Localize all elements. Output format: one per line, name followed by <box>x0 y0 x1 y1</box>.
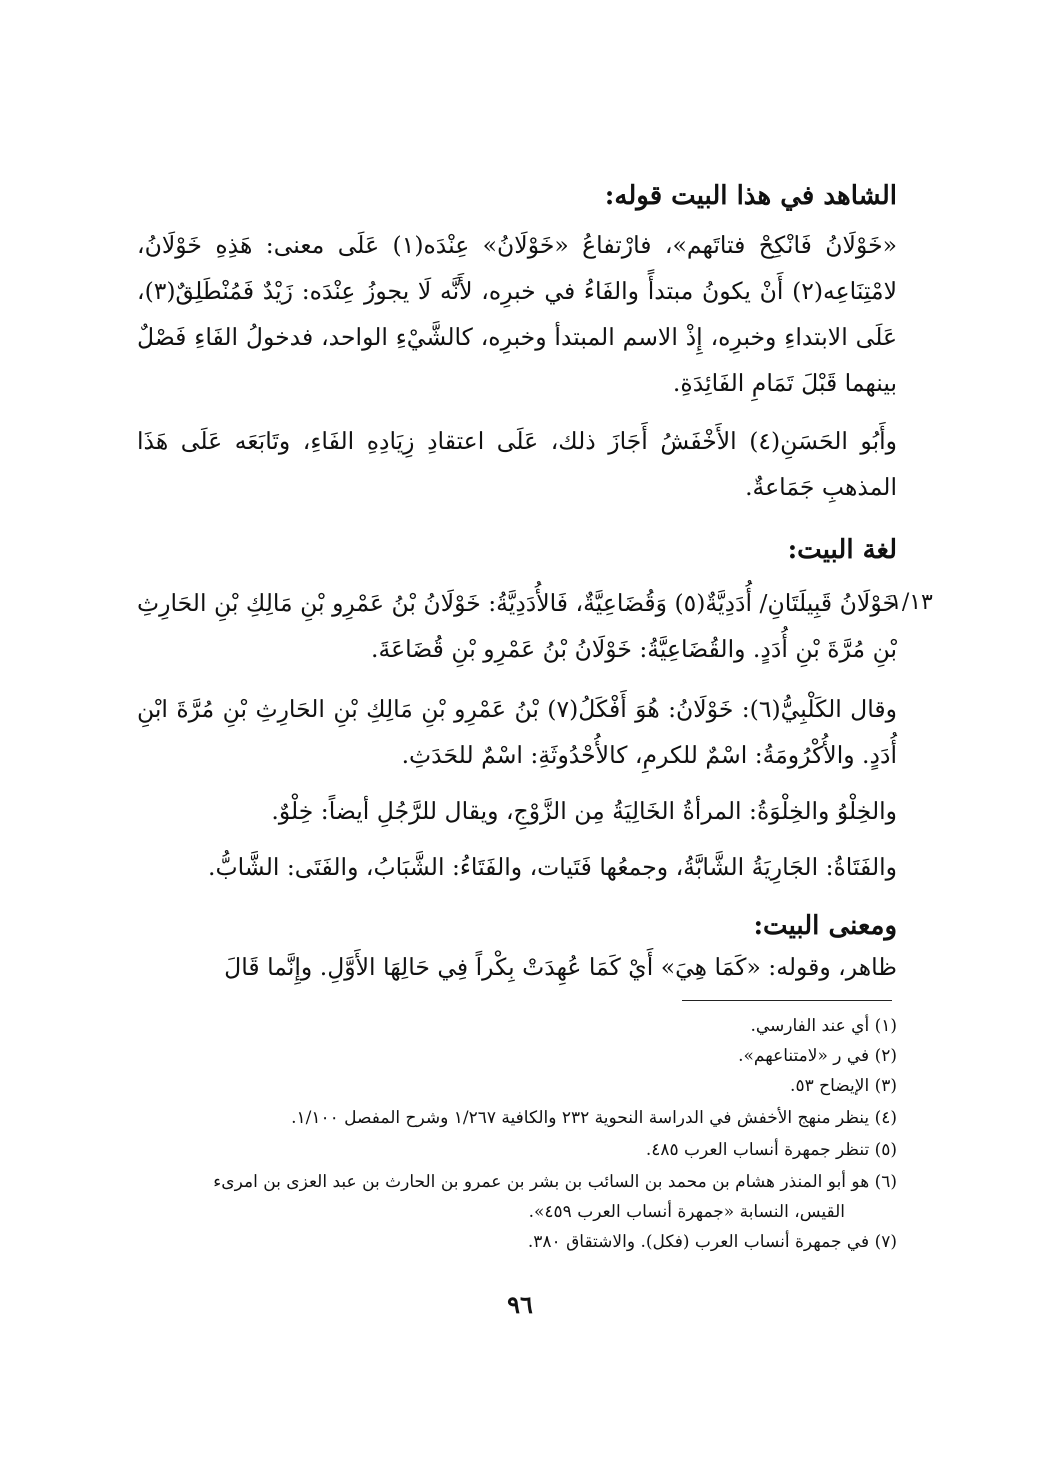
paragraph-1: «خَوْلَانُ فَانْكِحْ فتاتَهم»، فارْتفاعُ «خَوْلَانُ» عِنْدَه(١) عَلَى معنى: هَذِهِ خَوْلَانُ، لامْتِنَاعِه(٢) أَنْ يكونُ مبتدأً والفَاءُ في خبرِه، لأَنَّه لَا يجوزُ عِنْدَه: زَيْدٌ فَمُنْطَلِقٌ(٣)، عَلَى الابتداءِ وخبرِه، إِذْ الاسم المبتدأ وخبرِه، كالشَّيْءِ الواحد، فدخولُ الفَاءِ فَصْلٌ بينهما قَبْلَ تَمَامِ الفَائِدَةِ. <box>137 231 897 397</box>
footnote-separator <box>682 1000 892 1001</box>
paragraph-7: ظاهر، وقوله: «كَمَا هِيَ» أَيْ كَمَا عُهِدَتْ بِكْراً فِي حَالِهَا الأَوَّلِ. وإِنَّما قَالَ <box>224 953 897 981</box>
heading-shahid: الشاهد في هذا البيت قوله: <box>604 181 897 211</box>
paragraph-3: خَوْلَانُ قَبِيلَتَانِ/ أُدَدِيَّةٌ(٥) وَقُضَاعِيَّةٌ، فَالأُدَدِيَّةُ: خَوْلَانُ بْنُ عَمْرِو بْنِ مَالِكِ بْنِ الحَارِثِ بْنِ مُرَّةَ بْنِ أُدَدٍ. والقُضَاعِيَّةُ: خَوْلَانُ بْنُ عَمْرِو بْنِ قُضَاعَةَ. <box>137 589 897 663</box>
footnote-1: (١) أي عند الفارسي. <box>750 1016 897 1036</box>
paragraph-5: والخِلْوُ والخِلْوَةُ: المرأةُ الخَالِيَةُ مِن الزَّوْجِ، ويقال للرَّجُلِ أيضاً: خِلْوٌ. <box>271 797 897 825</box>
footnote-7: (٧) في جمهرة أنساب العرب (فكل). والاشتقاق ٣٨٠. <box>527 1232 897 1252</box>
paragraph-6: والفَتَاةُ: الجَارِيَةُ الشَّابَّةُ، وجمعُها فَتَيات، والفَتَاءُ: الشَّبَابُ، والفَتَى: الشَّابُّ. <box>208 853 897 881</box>
page-number: ٩٦ <box>507 1290 533 1319</box>
margin-marker: ١/١٣ <box>890 590 933 615</box>
footnote-2: (٢) في ر «لامتناعهم». <box>738 1046 897 1066</box>
footnote-4: (٤) ينظر منهج الأخفش في الدراسة النحوية ٢٣٢ والكافية ١/٢٦٧ وشرح المفصل ١/١٠٠. <box>291 1108 897 1128</box>
paragraph-4: وقال الكَلْبِيُّ(٦): خَوْلَانُ: هُوَ أَفْكَلُ(٧) بْنُ عَمْرِو بْنِ مَالِكِ بْنِ الحَارِثِ بْنِ مُرَّةَ ابْنِ أُدَدٍ. والأُكْرُومَةُ: اسْمٌ للكرمِ، كالأُحْدُوثَةِ: اسْمٌ للحَدَثِ. <box>137 695 897 769</box>
footnote-6: (٦) هو أبو المنذر هشام بن محمد بن السائب بن بشر بن عمرو بن الحارث بن عبد العزى بن امرىء <box>213 1172 897 1192</box>
paragraph-2: وأَبُو الحَسَنِ(٤) الأَخْفَشُ أَجَازَ ذلك، عَلَى اعتقادِ زِيَادِهِ الفَاءِ، وتَابَعَه عَلَى هَذَا المذهبِ جَمَاعةٌ. <box>137 427 897 501</box>
heading-lugha: لغة البيت: <box>787 535 897 565</box>
footnote-6-continued: القيس، النسابة «جمهرة أنساب العرب ٤٥٩». <box>528 1202 845 1222</box>
footnote-3: (٣) الإيضاح ٥٣. <box>790 1076 897 1096</box>
heading-maana: ومعنى البيت: <box>753 911 897 941</box>
footnote-5: (٥) تنظر جمهرة أنساب العرب ٤٨٥. <box>645 1140 897 1160</box>
